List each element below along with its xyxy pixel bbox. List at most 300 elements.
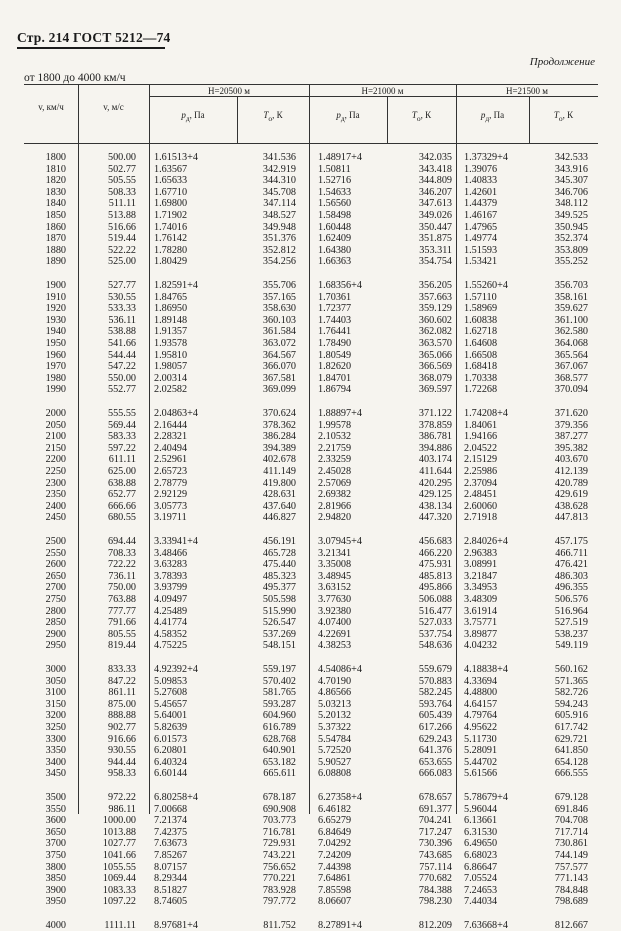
cell-v-kmh: 3450: [45, 768, 66, 780]
cell-pressure-1: 1.95810: [154, 349, 188, 361]
cell-temp-3: 798.689: [554, 896, 588, 908]
cell-temp-2: 678.657: [418, 792, 452, 803]
cell-pressure-2: 1.68356+4: [318, 280, 362, 291]
cell-pressure-1: 5.27608: [154, 687, 188, 699]
cell-pressure-1: 8.29344: [154, 873, 188, 885]
cell-v-kmh: 2950: [45, 640, 66, 652]
cell-pressure-2: 6.84649: [318, 826, 352, 838]
cell-pressure-3: 1.57110: [464, 291, 497, 303]
table-row: [24, 384, 598, 395]
cell-v-kmh: 3700: [45, 838, 66, 850]
cell-temp-1: 367.581: [262, 372, 296, 384]
table-row: [24, 873, 598, 884]
cell-v-kmh: 1850: [45, 210, 66, 221]
cell-v-kmh: 3550: [45, 803, 66, 815]
cell-temp-1: 743.221: [262, 850, 296, 861]
cell-temp-1: 402.678: [262, 454, 296, 466]
cell-pressure-3: 5.96044: [464, 803, 498, 815]
cell-temp-1: 640.901: [262, 745, 296, 757]
cell-temp-1: 394.389: [262, 442, 296, 454]
cell-pressure-2: 1.99578: [318, 419, 352, 431]
cell-pressure-3: 1.47965: [464, 221, 498, 233]
cell-pressure-3: 1.37329+4: [464, 152, 508, 163]
cell-pressure-2: 3.77630: [318, 594, 352, 605]
table-row: [24, 617, 598, 628]
cell-v-kmh: 1870: [45, 233, 66, 245]
cell-v-ms: 519.44: [107, 233, 136, 245]
page-header: Стр. 214 ГОСТ 5212—74: [17, 30, 171, 45]
cell-v-kmh: 4000: [45, 920, 66, 931]
cell-pressure-1: 1.71902: [154, 210, 188, 221]
cell-pressure-1: 6.40324: [154, 756, 188, 768]
cell-temp-3: 342.533: [554, 152, 588, 163]
cell-temp-2: 495.866: [418, 582, 452, 594]
cell-pressure-2: 3.35008: [318, 559, 352, 571]
cell-pressure-1: 5.09853: [154, 675, 188, 687]
cell-temp-1: 360.103: [262, 314, 296, 326]
cell-pressure-2: 1.58498: [318, 210, 352, 221]
cell-temp-2: 346.207: [418, 186, 452, 198]
table-row: [24, 512, 598, 523]
cell-v-ms: 583.33: [107, 431, 136, 443]
cell-temp-1: 364.567: [262, 349, 296, 361]
cell-temp-2: 359.129: [418, 303, 452, 315]
cell-temp-2: 351.875: [418, 233, 452, 245]
symbol-p: p: [480, 110, 486, 120]
cell-v-ms: 694.44: [107, 536, 136, 547]
table-row: [24, 292, 598, 303]
cell-temp-2: 368.079: [418, 372, 452, 384]
altitude-header-1: H=20500 м: [207, 86, 251, 96]
cell-pressure-3: 6.13661: [464, 815, 498, 827]
cell-v-ms: 791.66: [107, 617, 136, 629]
cell-temp-3: 387.277: [554, 431, 588, 443]
cell-pressure-3: 5.28091: [464, 745, 498, 757]
cell-v-ms: 944.44: [107, 756, 136, 768]
cell-v-ms: 763.88: [107, 594, 136, 605]
col-header-temp-2: [387, 110, 456, 123]
table-row: [24, 920, 598, 931]
cell-pressure-2: 6.08808: [318, 768, 352, 780]
cell-pressure-1: 2.52961: [154, 454, 188, 466]
cell-pressure-2: 6.46182: [318, 803, 352, 815]
table-row: [24, 489, 598, 500]
cell-temp-1: 428.631: [262, 489, 296, 501]
table-row: [24, 454, 598, 465]
table-row: [24, 757, 598, 768]
cell-v-ms: 569.44: [107, 419, 136, 431]
cell-pressure-1: 3.63283: [154, 559, 188, 571]
cell-temp-3: 438.628: [554, 500, 588, 512]
cell-v-kmh: 2300: [45, 477, 66, 489]
cell-pressure-3: 2.60060: [464, 500, 498, 512]
cell-v-ms: 533.33: [107, 303, 136, 315]
cell-pressure-1: 2.92129: [154, 489, 188, 501]
cell-temp-2: 411.644: [419, 466, 452, 477]
cell-temp-1: 347.114: [263, 198, 296, 210]
cell-pressure-1: 3.93799: [154, 582, 188, 594]
cell-temp-3: 538.237: [554, 628, 588, 640]
cell-pressure-1: 2.40494: [154, 442, 188, 454]
cell-temp-3: 346.706: [554, 186, 588, 198]
cell-temp-1: 354.256: [262, 256, 296, 268]
cell-temp-3: 429.619: [554, 489, 588, 501]
cell-pressure-2: 1.88897+4: [318, 408, 362, 419]
cell-v-ms: 1013.88: [102, 826, 136, 838]
table-row: [24, 594, 598, 605]
table-row: [24, 548, 598, 559]
cell-v-kmh: 2050: [45, 419, 66, 431]
header-rule: [17, 47, 165, 49]
cell-temp-1: 570.402: [262, 675, 296, 687]
cell-pressure-1: 5.82639: [154, 722, 188, 733]
cell-temp-1: 559.197: [262, 664, 296, 675]
cell-pressure-3: 6.31530: [464, 826, 498, 838]
table-row: [24, 571, 598, 582]
table-row: [24, 233, 598, 244]
cell-temp-2: 456.683: [418, 536, 452, 547]
cell-temp-1: 437.640: [262, 500, 296, 512]
cell-pressure-1: 2.65723: [154, 466, 188, 477]
cell-temp-3: 582.726: [554, 687, 588, 699]
table-row: [24, 536, 598, 547]
cell-pressure-3: 4.64157: [464, 698, 498, 710]
range-label: от 1800 до 4000 км/ч: [24, 72, 126, 84]
cell-pressure-1: 2.16444: [154, 419, 188, 431]
table-row: [24, 629, 598, 640]
cell-pressure-1: 1.74016: [154, 221, 188, 233]
subscript-d: д: [340, 113, 345, 123]
table-row: [24, 443, 598, 454]
cell-pressure-3: 7.24653: [464, 884, 498, 896]
cell-pressure-2: 2.45028: [318, 466, 352, 477]
table-row: [24, 187, 598, 198]
cell-v-kmh: 3400: [45, 756, 66, 768]
cell-pressure-1: 1.91357: [154, 326, 188, 338]
table-row: [24, 420, 598, 431]
col-header-v-kmh: v, км/ч: [38, 102, 64, 112]
cell-temp-3: 420.789: [554, 477, 588, 489]
cell-v-ms: 611.11: [108, 454, 136, 466]
cell-v-kmh: 1940: [45, 326, 66, 338]
cell-temp-1: 703.773: [262, 815, 296, 827]
cell-pressure-3: 3.61914: [464, 605, 498, 617]
cell-v-kmh: 3950: [45, 896, 66, 908]
table-row: [24, 896, 598, 907]
cell-temp-3: 812.667: [554, 920, 588, 931]
cell-temp-2: 353.311: [419, 244, 452, 256]
col-header-pressure-2: [309, 110, 387, 123]
cell-pressure-1: 4.09497: [154, 594, 188, 605]
cell-temp-2: 350.447: [418, 221, 452, 233]
cell-temp-3: 367.067: [554, 361, 588, 373]
cell-pressure-3: 1.60838: [464, 314, 498, 326]
cell-temp-1: 351.376: [262, 233, 296, 245]
table-row: [24, 792, 598, 803]
cell-pressure-1: 1.61513+4: [154, 152, 198, 163]
unit-pa: , Па: [189, 110, 205, 120]
cell-pressure-1: 2.28321: [154, 431, 188, 443]
cell-temp-3: 364.068: [554, 338, 588, 349]
cell-pressure-1: 3.48466: [154, 547, 188, 559]
cell-v-ms: 522.22: [107, 244, 136, 256]
cell-pressure-2: 3.63152: [318, 582, 352, 594]
cell-temp-3: 457.175: [554, 536, 588, 547]
table-row: [24, 373, 598, 384]
cell-v-ms: 508.33: [107, 186, 136, 198]
symbol-p: p: [181, 110, 186, 120]
cell-temp-1: 363.072: [262, 338, 296, 349]
table-row: [24, 745, 598, 756]
cell-temp-3: 350.945: [554, 221, 588, 233]
cell-temp-3: 379.356: [554, 419, 588, 431]
cell-v-kmh: 1800: [45, 152, 66, 163]
table-row: [24, 699, 598, 710]
cell-pressure-3: 1.55260+4: [464, 280, 508, 291]
cell-v-kmh: 1810: [45, 163, 66, 175]
cell-pressure-3: 4.95622: [464, 722, 498, 733]
cell-v-ms: 680.55: [107, 512, 136, 524]
cell-pressure-2: 1.70361: [318, 291, 352, 303]
cell-v-ms: 902.77: [107, 722, 136, 733]
cell-temp-2: 743.685: [418, 850, 452, 861]
cell-pressure-2: 2.10532: [318, 431, 352, 443]
cell-pressure-2: 5.03213: [318, 698, 352, 710]
cell-pressure-1: 3.78393: [154, 570, 188, 582]
cell-pressure-2: 7.24209: [318, 850, 352, 861]
cell-pressure-1: 8.07157: [154, 861, 188, 873]
cell-v-kmh: 3600: [45, 815, 66, 827]
cell-pressure-3: 5.61566: [464, 768, 498, 780]
cell-temp-1: 370.624: [262, 408, 296, 419]
cell-pressure-1: 8.97681+4: [154, 920, 198, 931]
cell-temp-3: 371.620: [554, 408, 588, 419]
cell-v-kmh: 2850: [45, 617, 66, 629]
cell-pressure-3: 6.68023: [464, 850, 498, 861]
cell-temp-2: 349.026: [418, 210, 452, 221]
cell-v-ms: 513.88: [107, 210, 136, 221]
cell-v-kmh: 1950: [45, 338, 66, 349]
cell-v-kmh: 2000: [45, 408, 66, 419]
cell-temp-1: 344.310: [262, 175, 296, 187]
table-row: [24, 478, 598, 489]
cell-v-ms: 505.55: [107, 175, 136, 187]
cell-pressure-2: 6.65279: [318, 815, 352, 827]
cell-pressure-3: 1.39076: [464, 163, 498, 175]
cell-temp-2: 629.243: [418, 733, 452, 745]
table-row: [24, 303, 598, 314]
cell-temp-2: 770.682: [418, 873, 452, 885]
cell-temp-1: 411.149: [263, 466, 296, 477]
cell-temp-3: 691.846: [554, 803, 588, 815]
table-row: [24, 326, 598, 337]
cell-v-kmh: 1910: [45, 291, 66, 303]
cell-v-kmh: 1990: [45, 384, 66, 396]
cell-pressure-2: 2.94820: [318, 512, 352, 524]
cell-v-ms: 550.00: [107, 372, 136, 384]
cell-pressure-3: 5.78679+4: [464, 792, 508, 803]
continuation-label: Продолжение: [529, 56, 595, 68]
table-row: [24, 640, 598, 651]
cell-v-kmh: 1820: [45, 175, 66, 187]
cell-temp-3: 362.580: [554, 326, 588, 338]
cell-temp-3: 629.721: [554, 733, 588, 745]
cell-v-kmh: 3900: [45, 884, 66, 896]
cell-temp-2: 704.241: [418, 815, 452, 827]
cell-temp-2: 366.569: [418, 361, 452, 373]
cell-pressure-1: 1.63567: [154, 163, 188, 175]
cell-temp-1: 756.652: [262, 861, 296, 873]
cell-temp-2: 429.125: [418, 489, 452, 501]
cell-pressure-3: 4.18838+4: [464, 664, 508, 675]
cell-pressure-2: 5.20132: [318, 710, 352, 722]
cell-v-kmh: 3250: [45, 722, 66, 733]
cell-pressure-1: 6.60144: [154, 768, 188, 780]
cell-temp-2: 342.035: [418, 152, 452, 163]
cell-v-ms: 819.44: [107, 640, 136, 652]
cell-v-ms: 847.22: [107, 675, 136, 687]
cell-pressure-2: 2.21759: [318, 442, 352, 454]
cell-pressure-1: 1.86950: [154, 303, 188, 315]
cell-pressure-2: 8.06607: [318, 896, 352, 908]
cell-v-ms: 930.55: [107, 745, 136, 757]
cell-temp-3: 476.421: [554, 559, 588, 571]
cell-pressure-3: 4.04232: [464, 640, 498, 652]
cell-pressure-1: 4.58352: [154, 628, 188, 640]
cell-temp-1: 378.362: [262, 419, 296, 431]
subscript-o: о: [268, 113, 273, 123]
cell-v-kmh: 1880: [45, 244, 66, 256]
cell-temp-2: 403.174: [418, 454, 452, 466]
cell-temp-1: 369.099: [262, 384, 296, 396]
data-table: [24, 84, 598, 931]
cell-temp-1: 604.960: [262, 710, 296, 722]
cell-v-kmh: 1920: [45, 303, 66, 315]
cell-v-ms: 527.77: [107, 280, 136, 291]
cell-pressure-2: 7.44398: [318, 861, 352, 873]
cell-pressure-2: 4.70190: [318, 675, 352, 687]
cell-temp-3: 617.742: [554, 722, 588, 733]
table-row: [24, 862, 598, 873]
cell-temp-2: 559.679: [418, 664, 452, 675]
cell-pressure-2: 1.74403: [318, 314, 352, 326]
cell-v-ms: 722.22: [107, 559, 136, 571]
altitude-header-2: H=21000 м: [361, 86, 404, 96]
cell-pressure-3: 1.40833: [464, 175, 498, 187]
cell-temp-3: 358.161: [554, 291, 588, 303]
cell-pressure-1: 1.65633: [154, 175, 188, 187]
cell-pressure-3: 1.46167: [464, 210, 498, 221]
cell-temp-1: 653.182: [262, 756, 296, 768]
cell-pressure-3: 3.21847: [464, 570, 498, 582]
cell-pressure-3: 1.94166: [464, 431, 498, 443]
cell-temp-2: 354.754: [418, 256, 452, 268]
cell-pressure-2: 5.54784: [318, 733, 352, 745]
cell-temp-2: 784.388: [418, 884, 452, 896]
cell-pressure-3: 3.89877: [464, 628, 498, 640]
cell-pressure-2: 4.22691: [318, 628, 352, 640]
cell-temp-3: 571.365: [554, 675, 588, 687]
cell-v-kmh: 2900: [45, 628, 66, 640]
cell-v-ms: 1083.33: [102, 884, 136, 896]
table-row: [24, 687, 598, 698]
cell-temp-1: 357.165: [262, 291, 296, 303]
cell-pressure-3: 1.58969: [464, 303, 498, 315]
cell-pressure-2: 2.33259: [318, 454, 352, 466]
cell-temp-2: 506.088: [418, 594, 452, 605]
cell-temp-2: 365.066: [418, 349, 452, 361]
table-row: [24, 222, 598, 233]
cell-temp-1: 348.527: [262, 210, 296, 221]
cell-v-ms: 1055.55: [102, 861, 136, 873]
altitude-header-3: H=21500 м: [505, 86, 549, 96]
cell-pressure-3: 7.63668+4: [464, 920, 508, 931]
cell-v-kmh: 2150: [45, 442, 66, 454]
cell-pressure-3: 5.11730: [464, 733, 497, 745]
cell-temp-1: 386.284: [262, 431, 296, 443]
table-row: [24, 175, 598, 186]
cell-temp-3: 412.139: [554, 466, 588, 477]
cell-v-kmh: 3100: [45, 687, 66, 699]
cell-temp-1: 475.440: [262, 559, 296, 571]
cell-v-ms: 511.11: [108, 198, 136, 210]
cell-pressure-3: 4.79764: [464, 710, 498, 722]
cell-temp-1: 355.706: [262, 280, 296, 291]
cell-temp-1: 456.191: [262, 536, 296, 547]
cell-pressure-2: 1.48917+4: [318, 152, 362, 163]
cell-pressure-3: 2.37094: [464, 477, 498, 489]
cell-pressure-1: 6.01573: [154, 733, 188, 745]
table-top-rule: [24, 84, 598, 85]
cell-pressure-3: 1.44379: [464, 198, 498, 210]
cell-pressure-1: 1.78280: [154, 244, 188, 256]
cell-v-ms: 986.11: [108, 803, 136, 815]
cell-temp-3: 368.577: [554, 372, 588, 384]
table-row: [24, 850, 598, 861]
unit-pa: , Па: [344, 110, 360, 120]
cell-temp-1: 770.221: [262, 873, 296, 885]
cell-temp-2: 653.655: [418, 756, 452, 768]
cell-temp-3: 352.374: [554, 233, 588, 245]
cell-v-kmh: 2500: [45, 536, 66, 547]
cell-pressure-3: 3.08991: [464, 559, 498, 571]
cell-v-ms: 916.66: [107, 733, 136, 745]
table-row: [24, 815, 598, 826]
cell-pressure-3: 2.04522: [464, 442, 498, 454]
cell-pressure-3: 1.42601: [464, 186, 498, 198]
cell-temp-1: 352.812: [262, 244, 296, 256]
table-body: [24, 144, 598, 931]
cell-temp-2: 537.754: [418, 628, 452, 640]
cell-pressure-1: 7.00668: [154, 803, 188, 815]
cell-temp-1: 361.584: [262, 326, 296, 338]
cell-v-kmh: 2750: [45, 594, 66, 605]
cell-pressure-2: 6.27358+4: [318, 792, 362, 803]
cell-temp-3: 466.711: [555, 547, 588, 559]
cell-temp-1: 537.269: [262, 628, 296, 640]
cell-pressure-2: 1.86794: [318, 384, 352, 396]
cell-pressure-2: 2.69382: [318, 489, 352, 501]
unit-pa: , Па: [489, 110, 505, 120]
cell-temp-1: 465.728: [262, 547, 296, 559]
cell-v-kmh: 1960: [45, 349, 66, 361]
cell-pressure-3: 2.84026+4: [464, 536, 508, 547]
cell-temp-3: 717.714: [554, 826, 588, 838]
table-row: [24, 164, 598, 175]
cell-temp-2: 357.663: [418, 291, 452, 303]
cell-v-kmh: 1840: [45, 198, 66, 210]
cell-pressure-1: 4.25489: [154, 605, 188, 617]
